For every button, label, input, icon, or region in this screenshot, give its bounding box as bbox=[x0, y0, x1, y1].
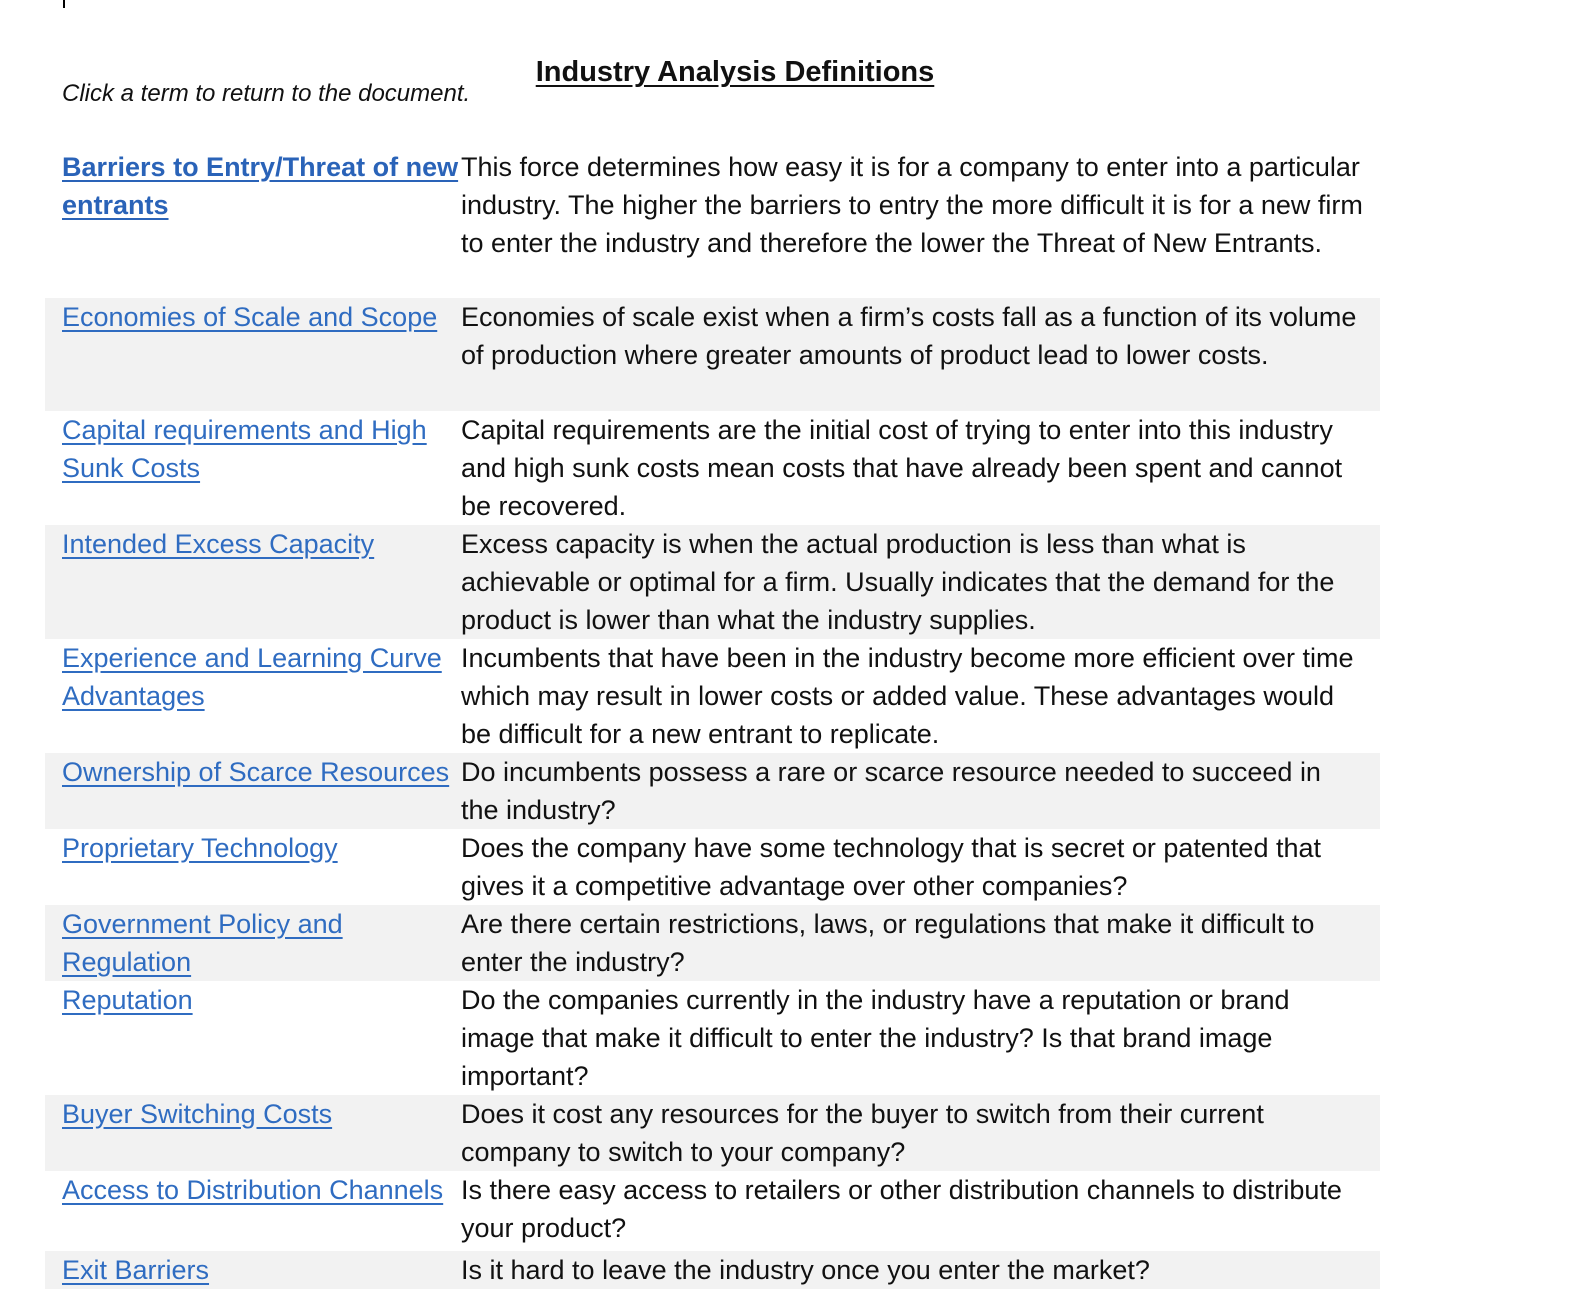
term-cell bbox=[45, 981, 461, 1095]
document-subtitle: Click a term to return to the document. bbox=[62, 80, 471, 107]
term-link-intended-excess-capacity[interactable]: Intended Excess Capacity bbox=[62, 529, 375, 559]
definition-row bbox=[45, 1171, 1380, 1251]
definition-row bbox=[45, 829, 1380, 905]
term-link-government-policy[interactable]: Government Policy and Regulation bbox=[62, 909, 343, 977]
term-link-exit-barriers[interactable]: Exit Barriers bbox=[62, 1255, 210, 1285]
definition-text: Do the companies currently in the industry have a reputation or brand image that make it difficult to enter the industry? Is that brand image important? bbox=[461, 985, 1290, 1091]
term-cell bbox=[45, 525, 461, 639]
definition-row bbox=[45, 148, 1380, 298]
term-cell bbox=[45, 411, 461, 525]
term-cell bbox=[45, 1171, 461, 1251]
definition-row bbox=[45, 1251, 1380, 1289]
term-cell bbox=[45, 1095, 461, 1171]
term-cell bbox=[45, 639, 461, 753]
definition-text: Is it hard to leave the industry once you enter the market? bbox=[461, 1251, 1380, 1289]
term-cell bbox=[45, 298, 461, 411]
term-link-access-distribution-channels[interactable]: Access to Distribution Channels bbox=[62, 1175, 444, 1205]
definition-row bbox=[45, 1095, 1380, 1171]
term-link-capital-requirements[interactable]: Capital requirements and High Sunk Costs bbox=[62, 415, 427, 483]
term-link-experience-learning-curve[interactable]: Experience and Learning Curve Advantages bbox=[62, 643, 442, 711]
definitions-table bbox=[45, 148, 1380, 1289]
definition-text: Excess capacity is when the actual production is less than what is achievable or optimal for a firm. Usually indicates that the demand for the product is lower than what the industry supplies. bbox=[461, 525, 1380, 639]
definition-text: Economies of scale exist when a firm’s costs fall as a function of its volume of production where greater amounts of product lead to lower costs. bbox=[461, 298, 1380, 411]
term-link-reputation[interactable]: Reputation bbox=[62, 985, 193, 1015]
term-cell bbox=[45, 148, 461, 298]
term-link-ownership-scarce-resources[interactable]: Ownership of Scarce Resources bbox=[62, 757, 450, 787]
definition-row bbox=[45, 753, 1380, 829]
document-title: Industry Analysis Definitions bbox=[535, 56, 935, 89]
term-link-barriers-to-entry[interactable]: Barriers to Entry/Threat of new entrants bbox=[62, 152, 459, 220]
definition-row bbox=[45, 525, 1380, 639]
definition-text: Incumbents that have been in the industry become more efficient over time which may result in lower costs or added value. These advantages would be difficult for a new entrant to replicate. bbox=[461, 643, 1354, 749]
definition-row bbox=[45, 411, 1380, 525]
definition-text: Does it cost any resources for the buyer to switch from their current company to switch to your company? bbox=[461, 1095, 1380, 1171]
term-link-economies-of-scale[interactable]: Economies of Scale and Scope bbox=[62, 302, 438, 332]
term-cell bbox=[45, 1251, 461, 1289]
term-cell bbox=[45, 829, 461, 905]
definition-text: Do incumbents possess a rare or scarce resource needed to succeed in the industry? bbox=[461, 753, 1380, 829]
definition-row bbox=[45, 905, 1380, 981]
term-cell bbox=[45, 753, 461, 829]
term-cell bbox=[45, 905, 461, 981]
term-link-buyer-switching-costs[interactable]: Buyer Switching Costs bbox=[62, 1099, 333, 1129]
definition-row bbox=[45, 981, 1380, 1095]
definition-text: Is there easy access to retailers or other distribution channels to distribute your product? bbox=[461, 1175, 1342, 1243]
text-cursor-mark bbox=[63, 0, 65, 8]
term-link-proprietary-technology[interactable]: Proprietary Technology bbox=[62, 833, 338, 863]
definition-row bbox=[45, 639, 1380, 753]
definition-row bbox=[45, 298, 1380, 411]
definition-text: Does the company have some technology that is secret or patented that gives it a competitive advantage over other companies? bbox=[461, 833, 1322, 901]
definition-text: Capital requirements are the initial cost of trying to enter into this industry and high sunk costs mean costs that have already been spent and cannot be recovered. bbox=[461, 415, 1343, 521]
definition-text: Are there certain restrictions, laws, or regulations that make it difficult to enter the industry? bbox=[461, 905, 1380, 981]
definition-text: This force determines how easy it is for a company to enter into a particular industry. The higher the barriers to entry the more difficult it is for a new firm to enter the industry and therefore the lower the Threat of New Entrants. bbox=[461, 152, 1363, 258]
